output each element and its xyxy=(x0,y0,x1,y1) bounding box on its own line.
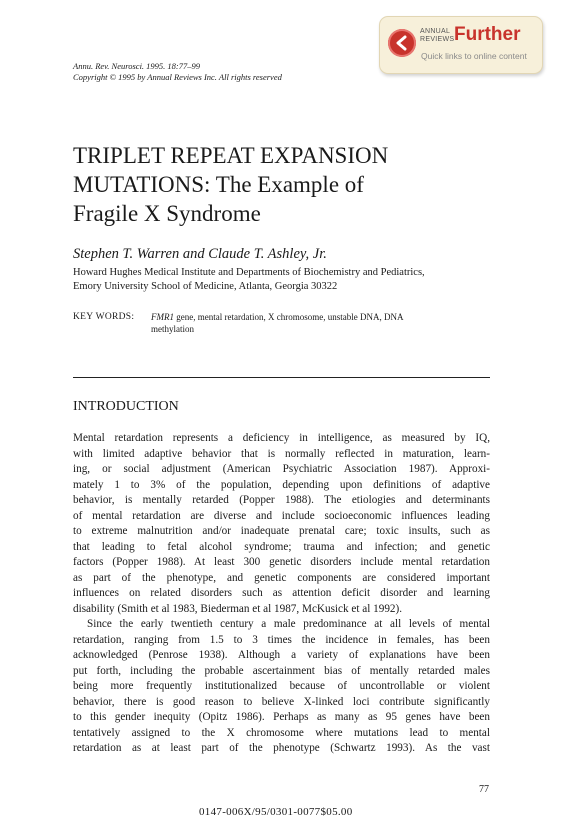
title-line: Fragile X Syndrome xyxy=(73,201,261,226)
body-line: factors (Popper 1988). At least 300 genetic disorders include mental retardation xyxy=(73,556,490,568)
section-divider xyxy=(73,377,490,378)
article-authors: Stephen T. Warren and Claude T. Ashley, Jr. xyxy=(73,246,327,262)
affiliation-line: Emory University School of Medicine, Atlanta, Georgia 30322 xyxy=(73,281,338,292)
keywords-line-rest: gene, mental retardation, X chromosome, unstable DNA, DNA xyxy=(174,312,404,322)
annual-reviews-further-banner[interactable] xyxy=(379,16,543,74)
keywords-list xyxy=(151,311,491,335)
author-affiliation xyxy=(73,266,425,294)
body-line: ing, or social adjustment (American Psychiatric Association 1987). Approxi- xyxy=(73,463,490,475)
body-line: behavior, is mentally retarded (Popper 1988). The etiologies and determinants xyxy=(73,494,490,506)
title-line: TRIPLET REPEAT EXPANSION xyxy=(73,143,389,168)
banner-annual-label: ANNUAL xyxy=(420,28,451,35)
body-line: put forth, including the probable ascertainment bias of mentally retarded males xyxy=(73,664,490,677)
body-line: that leading to fetal alcohol syndrome; trauma and infection; and genetic xyxy=(73,540,490,553)
body-line: of mental retardation are diverse and include socioeconomic influences leading xyxy=(73,509,490,522)
body-line: to extreme malnutrition and/or inadequate prenatal care; toxic insults, such as xyxy=(73,525,490,537)
body-line: being more frequently institutionalized because of uncontrollable or violent xyxy=(73,680,490,692)
page-number: 77 xyxy=(479,784,489,795)
title-line: MUTATIONS: The Example of xyxy=(73,172,364,197)
banner-subtitle[interactable]: Quick links to online content xyxy=(421,51,527,61)
journal-citation: Annu. Rev. Neurosci. 1995. 18:77–99 xyxy=(73,61,201,71)
section-heading: INTRODUCTION xyxy=(73,399,179,414)
affiliation-line: Howard Hughes Medical Institute and Departments of Biochemistry and Pediatrics, xyxy=(73,267,425,278)
body-line: to this gender inequity (Opitz 1986). Perhaps as many as 95 genes have been xyxy=(73,711,490,723)
copyright-notice: Copyright © 1995 by Annual Reviews Inc. All rights reserved xyxy=(73,72,282,82)
body-line: Mental retardation represents a deficiency in intelligence, as measured by IQ, xyxy=(73,432,490,444)
body-text xyxy=(73,431,490,757)
footer-code: 0147-006X/95/0301-0077$05.00 xyxy=(199,806,353,818)
keywords-line xyxy=(151,311,491,323)
body-line: tentatively assigned to the X chromosome where mutations lead to mental xyxy=(73,726,490,739)
body-line: retardation as at least part of the phenotype (Schwartz 1993). As the vast xyxy=(73,742,490,754)
keywords-line: methylation xyxy=(151,324,194,334)
body-line: retardation, ranging from 1.5 to 3 times the incidence in females, has been xyxy=(73,633,490,646)
body-line: Since the early twentieth century a male predominance at all levels of mental xyxy=(87,618,490,630)
body-line: acknowledged (Penrose 1938). Although a variety of explanations have been xyxy=(73,649,490,661)
body-line: mately 1 to 3% of the population, depending upon definitions of adaptive xyxy=(73,478,490,491)
annual-reviews-logo-icon xyxy=(388,29,416,57)
body-line: with limited adaptive behavior that is normally reflected in maturation, learn- xyxy=(73,447,490,460)
body-line: disability (Smith et al 1983, Biederman et al 1987, McKusick et al 1992). xyxy=(73,602,403,615)
body-line: as part of the phenotype, and genetic components are considered important xyxy=(73,571,490,584)
body-line: influences on related disorders such as attention deficit disorder and learning xyxy=(73,587,490,599)
keywords-label: KEY WORDS: xyxy=(73,312,135,322)
article-title xyxy=(73,141,493,228)
body-line: behavior, there is good reason to believe X-linked loci contribute significantly xyxy=(73,695,490,708)
keyword-gene: FMR1 xyxy=(151,312,174,322)
banner-reviews-label: REVIEWS xyxy=(420,36,455,43)
banner-further-label[interactable]: Further xyxy=(454,24,521,45)
